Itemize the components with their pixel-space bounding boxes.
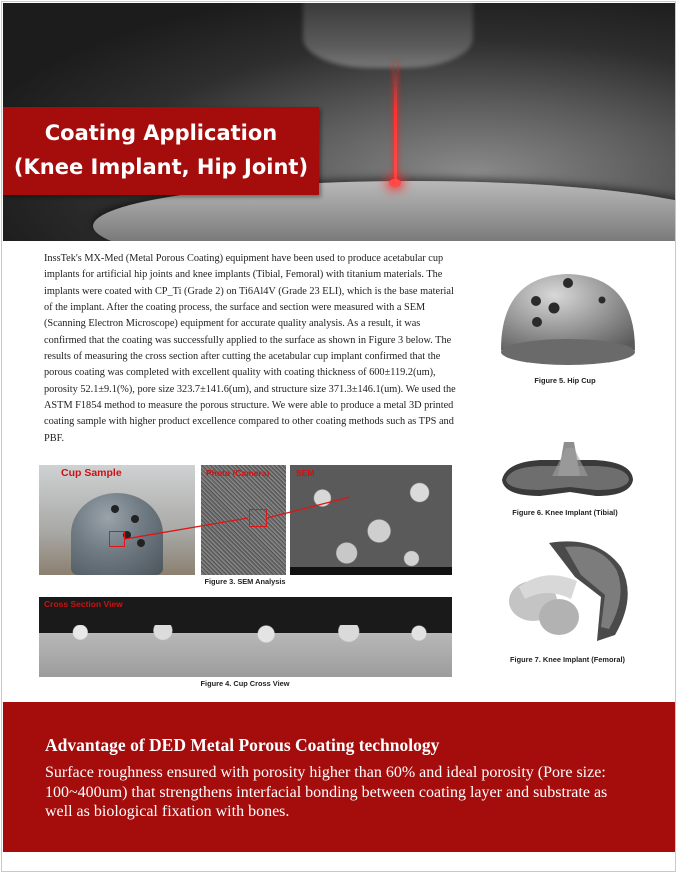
title-line-1: Coating Application <box>44 121 278 145</box>
photo-camera-image <box>201 465 286 575</box>
cup-sample-photo <box>39 465 195 575</box>
hip-cup-image <box>499 270 637 370</box>
cross-section-label: Cross Section View <box>44 599 123 609</box>
title-line-2: (Knee Implant, Hip Joint) <box>13 155 309 179</box>
fig5-caption: Figure 5. Hip Cup <box>534 376 596 385</box>
fig3-caption: Figure 3. SEM Analysis <box>204 577 286 586</box>
cross-section-image <box>39 597 452 677</box>
photo-camera-label: Photo (Camera) <box>206 468 270 478</box>
hole-icon <box>531 296 541 306</box>
hole-graphic <box>131 515 139 523</box>
fig4-caption: Figure 4. Cup Cross View <box>200 679 290 688</box>
cross-coating-layer <box>39 625 452 643</box>
femoral-condyle <box>539 599 579 635</box>
hole-icon <box>563 278 573 288</box>
hole-icon <box>532 317 542 327</box>
hip-cup-rim <box>501 339 635 365</box>
fig6-caption: Figure 6. Knee Implant (Tibial) <box>512 508 618 517</box>
body-paragraph: InssTek's MX-Med (Metal Porous Coating) equipment have been used to produce acetabular cup implants for artificial hip joints and knee implants (Tibial, Femoral) with titanium materials. The implants were coated with CP_Ti (Grade 2) on Ti6Al4V (Grade 23 ELI), which is the base material of the implant. After the coating process, the surface and section were measured with a SEM (Scanning Electron Microscope) equipment for accurate quality analysis. As a result, it was confirmed that the coating was successfully applied to the surface as shown in Figure 3 below. The results of measuring the cross section after cutting the acetabular cup implant confirmed that the porous coating was completed with excellent quality with coating thickness of 600±119.2(um), porosity 52.1±9.1(%), pore size 323.7±141.6(um), and structure size 371.3±146.1(um). We used the ASTM F1854 method to measure the porous structure. We were able to produce a metal 3D printed coating sample with higher product excellence compared to other coating methods such as TPS and PBF. <box>44 253 456 444</box>
nozzle-graphic <box>303 3 473 68</box>
advantage-heading: Advantage of DED Metal Porous Coating technology <box>45 735 440 755</box>
tibial-implant-image <box>500 440 635 506</box>
highlight-square <box>109 531 125 547</box>
advantage-text: Surface roughness ensured with porosity higher than 60% and ideal porosity (Pore size: 100~400um) that strengthens interfacial bonding between coating layer and substrate as well as biological fixation with bones. <box>45 764 608 820</box>
hole-icon <box>549 303 560 314</box>
title-banner <box>3 107 319 195</box>
laser-beam-graphic <box>394 63 397 185</box>
cup-sample-label: Cup Sample <box>61 467 122 479</box>
fig7-caption: Figure 7. Knee Implant (Femoral) <box>510 655 625 664</box>
hole-graphic <box>111 505 119 513</box>
sem-image <box>290 465 452 575</box>
femoral-implant-image <box>505 537 633 649</box>
advantage-box <box>3 702 675 852</box>
hole-graphic <box>137 539 145 547</box>
highlight-square <box>249 509 267 527</box>
sem-scalebar <box>290 567 452 575</box>
hole-icon <box>599 297 606 304</box>
sem-label: SEM <box>296 468 315 478</box>
laser-spot-graphic <box>389 179 401 187</box>
